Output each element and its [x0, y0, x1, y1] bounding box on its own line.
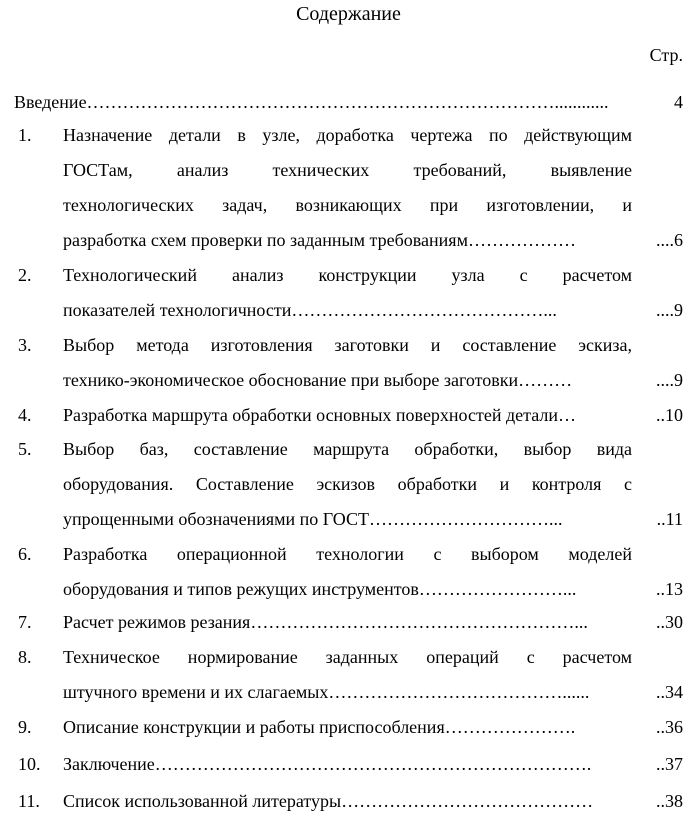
toc-entry-line: технико-экономическое обоснование при выборе заготовки………	[63, 370, 573, 390]
toc-entry-page: ....9	[656, 300, 683, 320]
toc-entry-page: ....9	[656, 370, 683, 390]
toc-entry-line: Разработка маршрута обработки основных поверхностей детали…	[63, 405, 576, 425]
toc-entry-number: 8.	[18, 647, 32, 667]
toc-entry-page: 4	[674, 92, 683, 112]
page-title: Содержание	[296, 3, 401, 25]
toc-entry-line: Технологический анализ конструкции узла с расчетом	[63, 265, 632, 285]
toc-entry-number: 11.	[18, 791, 40, 811]
toc-entry-line: Расчет режимов резания………………………………………………...	[63, 612, 588, 632]
toc-entry-line: Список использованной литературы……………………………………	[63, 791, 594, 811]
toc-entry-line: Заключение……………………………………………………………….	[63, 754, 592, 774]
toc-entry-line: упрощенными обозначениями по ГОСТ…………………………...	[63, 509, 563, 529]
toc-entry-number: 10.	[18, 754, 41, 774]
toc-entry-label: Введение……………………………………………………………………............	[14, 92, 609, 112]
toc-entry-number: 7.	[18, 612, 32, 632]
toc-entry-line: Техническое нормирование заданных операций с расчетом	[63, 647, 632, 667]
toc-entry-line: штучного времени и их слагаемых…………………………………......	[63, 682, 590, 702]
toc-entry-introduction[interactable]	[14, 92, 683, 113]
toc-entry-line: Выбор баз, составление маршрута обработки, выбор вида	[63, 439, 632, 459]
toc-entry-line: оборудования. Составление эскизов обработки и контроля с	[63, 474, 632, 494]
toc-entry-page: ..36	[656, 717, 683, 737]
toc-entry-line: Описание конструкции и работы приспособления………………….	[63, 717, 576, 737]
toc-entry-line: ГОСТам, анализ технических требований, выявление	[63, 160, 632, 180]
toc-entry-line: Назначение детали в узле, доработка чертежа по действующим	[63, 125, 632, 145]
toc-entry-line: технологических задач, возникающих при изготовлении, и	[63, 195, 632, 215]
toc-entry-number: 5.	[18, 439, 32, 459]
toc-entry-line: оборудования и типов режущих инструментов……………………...	[63, 579, 577, 599]
toc-entry-page: ..37	[656, 754, 683, 774]
toc-entry-number: 1.	[18, 125, 32, 145]
toc-entry-page: ..10	[656, 405, 683, 425]
page-column-header: Стр.	[649, 45, 683, 65]
toc-entry-page: ..30	[656, 612, 683, 632]
toc-entry-number: 6.	[18, 544, 32, 564]
toc-entry-line: разработка схем проверки по заданным требованиям………………	[63, 230, 576, 250]
toc-entry-number: 9.	[18, 717, 32, 737]
toc-entry-page: ..34	[656, 682, 683, 702]
toc-entry-page: ..38	[656, 791, 683, 811]
toc-entry-page: ..11	[656, 509, 683, 529]
toc-entry-line: Выбор метода изготовления заготовки и составление эскиза,	[63, 335, 632, 355]
toc-entry-number: 2.	[18, 265, 32, 285]
toc-entry-page: ....6	[656, 230, 683, 250]
toc-entry-line: Разработка операционной технологии с выбором моделей	[63, 544, 632, 564]
toc-entry-page: ..13	[656, 579, 683, 599]
toc-entry-line: показателей технологичности……………………………………...	[63, 300, 557, 320]
toc-entry-number: 4.	[18, 405, 32, 425]
toc-entry-number: 3.	[18, 335, 32, 355]
